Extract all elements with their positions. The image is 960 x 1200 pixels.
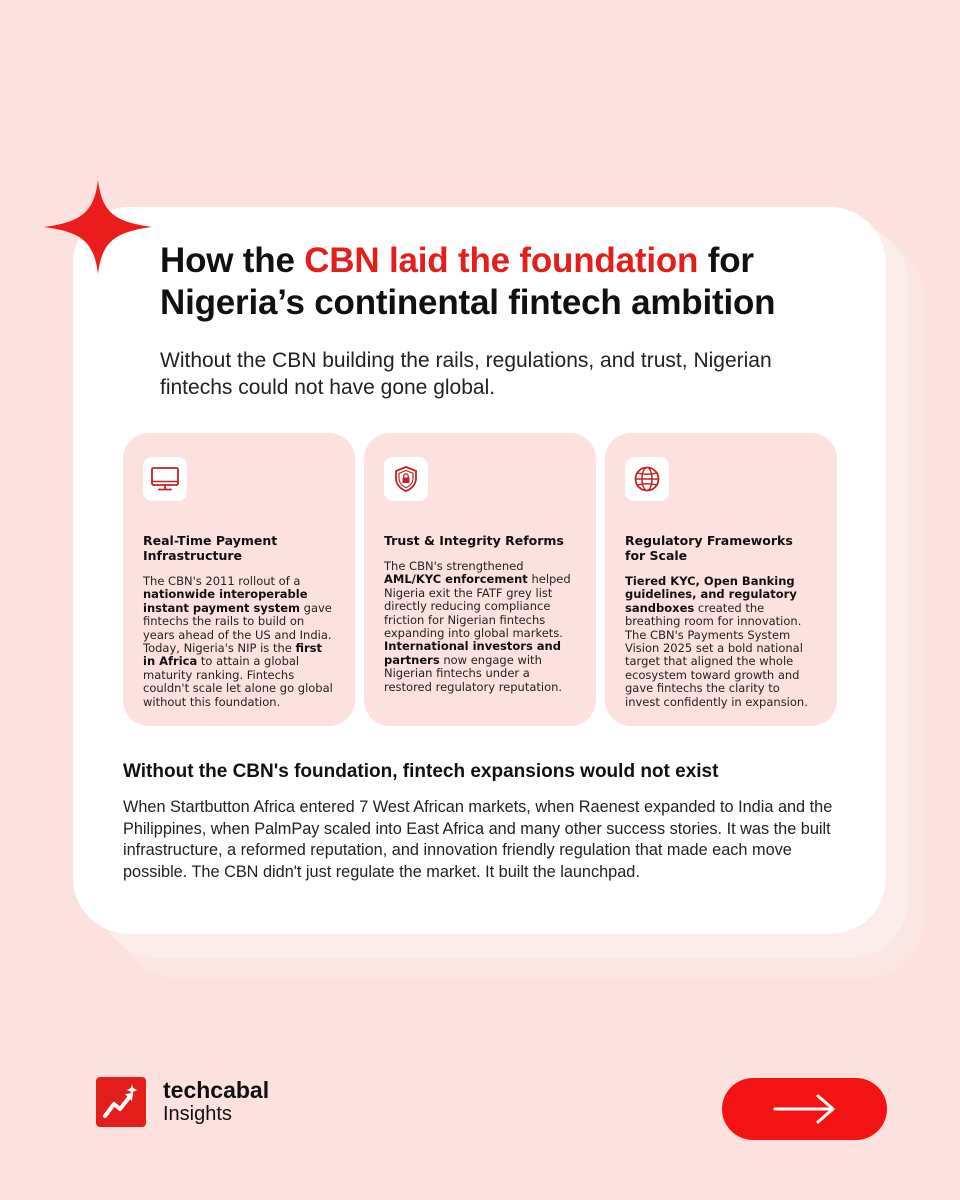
feature-card-regulatory-frameworks bbox=[605, 433, 837, 726]
globe-icon bbox=[625, 457, 669, 501]
monitor-icon bbox=[143, 457, 187, 501]
feature-body-segment: now engage with Nigerian fintechs under a restored regulatory reputation. bbox=[384, 652, 563, 694]
feature-body-segment: International investors and partners bbox=[384, 639, 561, 667]
feature-body-segment: helped Nigeria exit the FATF grey list directly reducing compliance friction for Nigerian fintechs expanding into global markets. bbox=[384, 572, 571, 641]
feature-body-segment: nationwide interoperable instant payment system bbox=[143, 587, 308, 615]
title-part2: for Nigeria’s continental fintech ambition bbox=[160, 241, 776, 322]
brand-lockup bbox=[96, 1077, 269, 1127]
next-button[interactable] bbox=[722, 1078, 887, 1140]
arrow-right-icon bbox=[772, 1093, 838, 1125]
section-body: When Startbutton Africa entered 7 West African markets, when Raenest expanded to India and the Philippines, when PalmPay scaled into East Africa and many other success stories. It was the built infrastructure, a reformed reputation, and innovation friendly regulation that made each move possible. The CBN didn't just regulate the market. It built the launchpad. bbox=[123, 798, 833, 881]
page-title bbox=[160, 240, 850, 324]
feature-body-segment: gave fintechs the rails to build on years ahead of the US and India. Today, Nigeria's NIP is the bbox=[143, 600, 332, 656]
feature-title: Trust & Integrity Reforms bbox=[384, 533, 564, 548]
title-part1: How the bbox=[160, 241, 305, 280]
feature-body bbox=[143, 575, 335, 709]
feature-card-trust-reforms bbox=[364, 433, 596, 726]
feature-title: Real-Time Payment Infrastructure bbox=[143, 533, 278, 563]
feature-body-segment: Tiered KYC, Open Banking guidelines, and regulatory sandboxes bbox=[625, 574, 797, 615]
page-subtitle: Without the CBN building the rails, regulations, and trust, Nigerian fintechs could not have gone global. bbox=[160, 349, 772, 399]
feature-body-segment: The CBN's 2011 rollout of a bbox=[143, 574, 301, 588]
brand-subtitle: Insights bbox=[163, 1103, 232, 1125]
feature-body bbox=[625, 575, 817, 709]
feature-body-segment: AML/KYC enforcement bbox=[384, 572, 528, 587]
sparkle-icon bbox=[42, 178, 154, 276]
feature-body-segment: created the breathing room for innovation. The CBN's Payments System Vision 2025 set a bold national target that aligned the whole ecosystem toward growth and gave fintechs the clarity to invest confidently in expansion. bbox=[625, 600, 808, 709]
shield-lock-icon bbox=[384, 457, 428, 501]
feature-body-segment: The CBN's strengthened bbox=[384, 559, 524, 573]
trend-arrow-sparkle-icon bbox=[96, 1077, 146, 1127]
feature-body-segment: first in Africa bbox=[143, 641, 323, 669]
feature-title: Regulatory Frameworks for Scale bbox=[625, 533, 793, 563]
feature-card-payment-infrastructure bbox=[123, 433, 355, 726]
feature-body-segment: to attain a global maturity ranking. Fintechs couldn't scale let alone go global without this foundation. bbox=[143, 654, 333, 709]
feature-body bbox=[384, 560, 576, 694]
section-title: Without the CBN's foundation, fintech expansions would not exist bbox=[123, 761, 719, 782]
brand-name: techcabal bbox=[163, 1077, 270, 1103]
title-highlight: CBN laid the foundation bbox=[304, 241, 699, 280]
